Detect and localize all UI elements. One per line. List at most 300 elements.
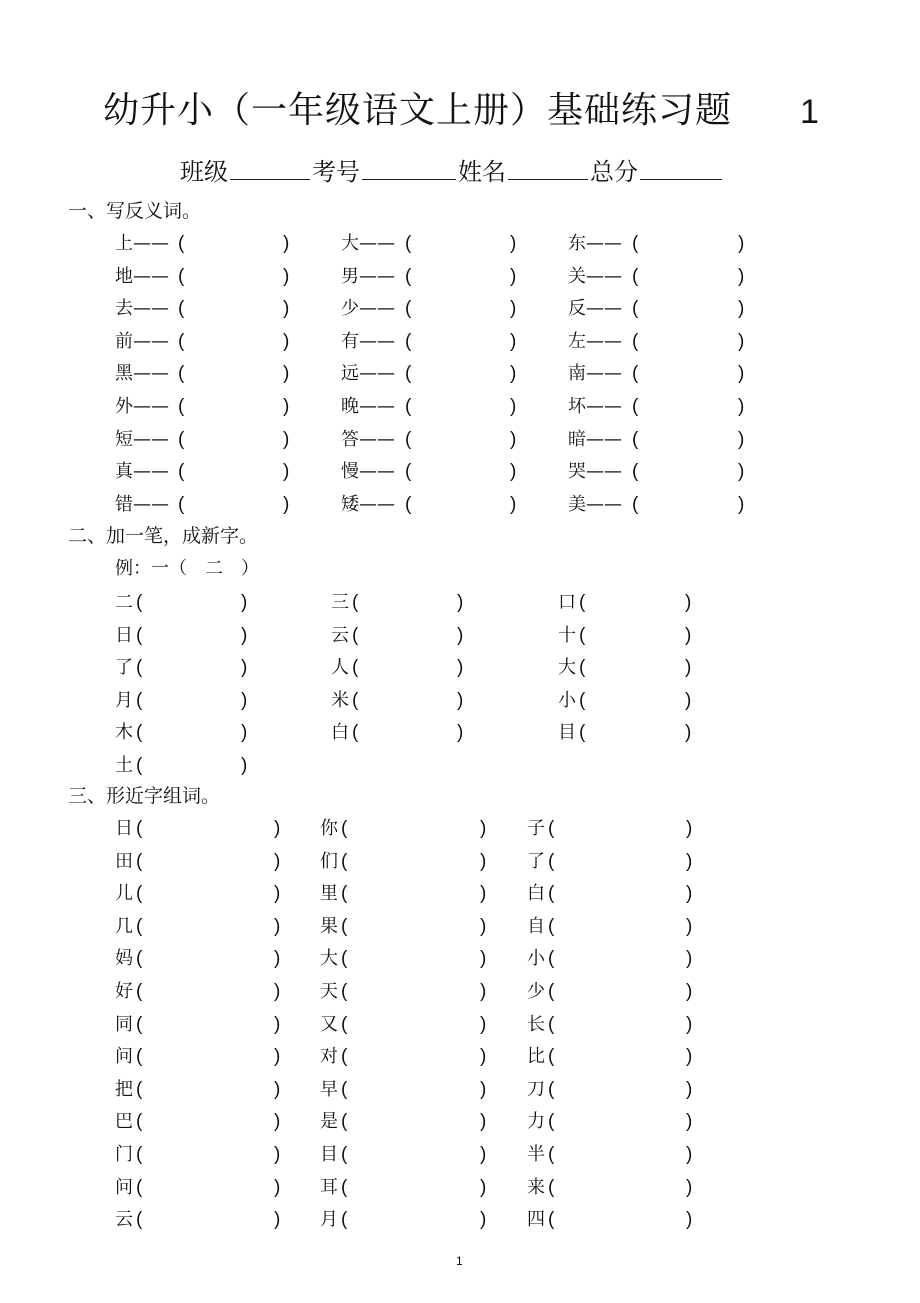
antonym-open-paren: ( (405, 428, 412, 450)
similar-char-open-paren: ( (548, 1209, 555, 1231)
similar-char-char: 是 (320, 1111, 338, 1133)
similar-char-close-paren: ) (686, 1111, 693, 1133)
similar-char-close-paren: ) (480, 1013, 487, 1035)
add-stroke-answer-blank[interactable] (360, 724, 455, 744)
similar-char-close-paren: ) (274, 915, 281, 937)
add-stroke-answer-blank[interactable] (587, 692, 683, 712)
similar-char-char: 几 (115, 915, 133, 937)
add-stroke-answer-blank[interactable] (587, 594, 683, 614)
antonym-close-paren: ) (738, 298, 745, 320)
antonym-open-paren: ( (178, 363, 185, 385)
antonym-close-paren: ) (510, 396, 517, 417)
antonym-answer-blank[interactable] (186, 268, 281, 288)
antonym-close-paren: ) (510, 265, 517, 287)
similar-char-open-paren: ( (341, 981, 348, 1002)
similar-char-answer-blank[interactable] (144, 918, 272, 938)
add-stroke-open-paren: ( (136, 722, 143, 743)
similar-char-answer-blank[interactable] (349, 1016, 478, 1036)
antonym-answer-blank[interactable] (186, 398, 281, 418)
similar-char-answer-blank[interactable] (349, 918, 478, 938)
antonym-close-paren: ) (283, 265, 290, 287)
similar-char-char: 天 (320, 981, 338, 1002)
antonym-char: 反—— (568, 298, 622, 320)
antonym-close-paren: ) (510, 233, 517, 254)
similar-char-close-paren: ) (274, 1046, 281, 1068)
similar-char-open-paren: ( (136, 1013, 143, 1035)
similar-char-answer-blank[interactable] (144, 1146, 272, 1166)
similar-char-answer-blank[interactable] (556, 1016, 684, 1036)
antonym-open-paren: ( (178, 233, 185, 254)
antonym-char: 外—— (115, 396, 169, 417)
similar-char-open-paren: ( (548, 850, 555, 872)
similar-char-answer-blank[interactable] (349, 853, 478, 873)
add-stroke-char: 了 (115, 657, 133, 678)
antonym-open-paren: ( (178, 265, 185, 287)
add-stroke-answer-blank[interactable] (144, 757, 239, 777)
similar-char-open-paren: ( (136, 1209, 143, 1231)
antonym-char: 去—— (115, 298, 169, 320)
similar-char-open-paren: ( (136, 948, 143, 970)
similar-char-char: 了 (527, 850, 545, 872)
similar-char-answer-blank[interactable] (556, 1081, 684, 1101)
add-stroke-open-paren: ( (352, 657, 359, 678)
add-stroke-open-paren: ( (136, 592, 143, 613)
antonym-close-paren: ) (283, 493, 290, 515)
antonym-answer-blank[interactable] (640, 463, 736, 483)
similar-char-close-paren: ) (480, 1078, 487, 1100)
antonym-open-paren: ( (178, 461, 185, 483)
add-stroke-answer-blank[interactable] (587, 627, 683, 647)
antonym-close-paren: ) (283, 233, 290, 254)
add-stroke-close-paren: ) (241, 754, 248, 776)
add-stroke-answer-blank[interactable] (360, 692, 455, 712)
antonym-answer-blank[interactable] (640, 431, 736, 451)
antonym-answer-blank[interactable] (413, 463, 508, 483)
similar-char-char: 同 (115, 1013, 133, 1035)
similar-char-char: 里 (320, 883, 338, 905)
similar-char-char: 们 (320, 850, 338, 872)
add-stroke-close-paren: ) (241, 689, 248, 711)
similar-char-open-paren: ( (136, 981, 143, 1002)
add-stroke-close-paren: ) (685, 657, 692, 678)
similar-char-answer-blank[interactable] (144, 1211, 272, 1231)
antonym-answer-blank[interactable] (413, 300, 508, 320)
antonym-open-paren: ( (632, 265, 639, 287)
exam-number-blank[interactable] (362, 157, 456, 180)
similar-char-answer-blank[interactable] (144, 983, 272, 1003)
add-stroke-close-paren: ) (685, 592, 692, 613)
similar-char-char: 力 (527, 1111, 545, 1133)
total-score-label: 总分 (590, 158, 638, 186)
antonym-open-paren: ( (632, 461, 639, 483)
antonym-answer-blank[interactable] (186, 235, 281, 255)
similar-char-close-paren: ) (480, 850, 487, 872)
add-stroke-answer-blank[interactable] (587, 724, 683, 744)
antonym-char: 上—— (115, 233, 169, 254)
antonym-answer-blank[interactable] (186, 365, 281, 385)
similar-char-answer-blank[interactable] (144, 1016, 272, 1036)
similar-char-answer-blank[interactable] (556, 1211, 684, 1231)
similar-char-answer-blank[interactable] (349, 820, 478, 840)
similar-char-char: 目 (320, 1144, 338, 1165)
similar-char-char: 耳 (320, 1176, 338, 1198)
similar-char-answer-blank[interactable] (144, 950, 272, 970)
similar-char-answer-blank[interactable] (556, 918, 684, 938)
add-stroke-open-paren: ( (352, 624, 359, 646)
add-stroke-open-paren: ( (579, 722, 586, 743)
similar-char-char: 问 (115, 1046, 133, 1068)
similar-char-close-paren: ) (686, 1078, 693, 1100)
add-stroke-open-paren: ( (352, 722, 359, 743)
add-stroke-open-paren: ( (136, 689, 143, 711)
antonym-char: 美—— (568, 493, 622, 515)
similar-char-answer-blank[interactable] (349, 1113, 478, 1133)
antonym-open-paren: ( (632, 298, 639, 320)
similar-char-char: 自 (527, 915, 545, 937)
add-stroke-answer-blank[interactable] (144, 724, 239, 744)
similar-char-answer-blank[interactable] (144, 1113, 272, 1133)
similar-char-open-paren: ( (341, 1176, 348, 1198)
antonym-answer-blank[interactable] (186, 463, 281, 483)
similar-char-open-paren: ( (548, 1013, 555, 1035)
add-stroke-close-paren: ) (241, 657, 248, 678)
section2-heading: 二、加一笔，成新字。 (68, 525, 259, 547)
add-stroke-answer-blank[interactable] (360, 594, 455, 614)
similar-char-char: 好 (115, 981, 133, 1002)
antonym-open-paren: ( (632, 396, 639, 417)
similar-char-open-paren: ( (136, 1144, 143, 1165)
similar-char-answer-blank[interactable] (349, 1146, 478, 1166)
antonym-answer-blank[interactable] (413, 333, 508, 353)
antonym-close-paren: ) (283, 298, 290, 320)
antonym-char: 真—— (115, 461, 169, 483)
antonym-char: 远—— (341, 363, 395, 385)
similar-char-answer-blank[interactable] (556, 820, 684, 840)
similar-char-close-paren: ) (274, 1013, 281, 1035)
add-stroke-answer-blank[interactable] (587, 659, 683, 679)
antonym-answer-blank[interactable] (186, 496, 281, 516)
similar-char-char: 田 (115, 850, 133, 872)
similar-char-close-paren: ) (274, 1176, 281, 1198)
antonym-close-paren: ) (510, 428, 517, 450)
similar-char-open-paren: ( (136, 883, 143, 905)
similar-char-close-paren: ) (686, 818, 693, 839)
similar-char-char: 果 (320, 915, 338, 937)
similar-char-answer-blank[interactable] (144, 1081, 272, 1101)
similar-char-close-paren: ) (686, 1013, 693, 1035)
similar-char-answer-blank[interactable] (144, 1179, 272, 1199)
similar-char-char: 四 (527, 1209, 545, 1231)
antonym-close-paren: ) (283, 428, 290, 450)
similar-char-close-paren: ) (480, 1144, 487, 1165)
antonym-close-paren: ) (738, 363, 745, 385)
similar-char-char: 白 (527, 883, 545, 905)
similar-char-open-paren: ( (136, 915, 143, 937)
similar-char-close-paren: ) (274, 1144, 281, 1165)
add-stroke-char: 木 (115, 722, 133, 743)
add-stroke-answer-blank[interactable] (360, 659, 455, 679)
similar-char-close-paren: ) (686, 981, 693, 1002)
similar-char-answer-blank[interactable] (349, 885, 478, 905)
similar-char-char: 早 (320, 1078, 338, 1100)
antonym-open-paren: ( (405, 493, 412, 515)
similar-char-char: 日 (115, 818, 133, 839)
exam-number-label: 考号 (312, 158, 360, 186)
antonym-char: 暗—— (568, 428, 622, 450)
antonym-open-paren: ( (405, 233, 412, 254)
similar-char-char: 小 (527, 948, 545, 970)
class-blank[interactable] (230, 157, 310, 180)
similar-char-open-paren: ( (548, 948, 555, 970)
antonym-close-paren: ) (510, 330, 517, 352)
similar-char-answer-blank[interactable] (349, 1211, 478, 1231)
antonym-open-paren: ( (178, 298, 185, 320)
similar-char-close-paren: ) (480, 981, 487, 1002)
antonym-answer-blank[interactable] (640, 365, 736, 385)
similar-char-char: 问 (115, 1176, 133, 1198)
antonym-open-paren: ( (405, 363, 412, 385)
similar-char-answer-blank[interactable] (556, 1146, 684, 1166)
antonym-answer-blank[interactable] (640, 300, 736, 320)
antonym-close-paren: ) (510, 363, 517, 385)
similar-char-char: 你 (320, 818, 338, 839)
add-stroke-open-paren: ( (136, 754, 143, 776)
antonym-close-paren: ) (738, 265, 745, 287)
section2-example: 例：一（ 二 ） (115, 558, 259, 579)
page-title: 幼升小（一年级语文上册）基础练习题 (103, 90, 733, 131)
antonym-open-paren: ( (632, 330, 639, 352)
antonym-answer-blank[interactable] (413, 235, 508, 255)
antonym-char: 少—— (341, 298, 395, 320)
antonym-close-paren: ) (283, 330, 290, 352)
antonym-answer-blank[interactable] (413, 496, 508, 516)
similar-char-open-paren: ( (136, 1078, 143, 1100)
similar-char-char: 长 (527, 1013, 545, 1035)
add-stroke-char: 三 (331, 592, 349, 613)
add-stroke-answer-blank[interactable] (144, 659, 239, 679)
similar-char-open-paren: ( (136, 818, 143, 839)
add-stroke-open-paren: ( (136, 657, 143, 678)
similar-char-answer-blank[interactable] (349, 950, 478, 970)
add-stroke-char: 月 (115, 689, 133, 711)
antonym-char: 地—— (115, 265, 169, 287)
similar-char-open-paren: ( (136, 850, 143, 872)
similar-char-answer-blank[interactable] (349, 1048, 478, 1068)
similar-char-char: 把 (115, 1078, 133, 1100)
similar-char-answer-blank[interactable] (349, 983, 478, 1003)
similar-char-open-paren: ( (548, 1111, 555, 1133)
antonym-char: 坏—— (568, 396, 622, 417)
add-stroke-char: 白 (331, 722, 349, 743)
similar-char-open-paren: ( (341, 1144, 348, 1165)
antonym-open-paren: ( (405, 298, 412, 320)
similar-char-answer-blank[interactable] (349, 1179, 478, 1199)
add-stroke-open-paren: ( (352, 689, 359, 711)
add-stroke-open-paren: ( (579, 657, 586, 678)
antonym-answer-blank[interactable] (413, 431, 508, 451)
similar-char-char: 儿 (115, 883, 133, 905)
add-stroke-char: 目 (558, 722, 576, 743)
antonym-answer-blank[interactable] (640, 268, 736, 288)
similar-char-open-paren: ( (341, 948, 348, 970)
similar-char-char: 云 (115, 1209, 133, 1231)
antonym-answer-blank[interactable] (640, 235, 736, 255)
add-stroke-open-paren: ( (352, 592, 359, 613)
similar-char-char: 刀 (527, 1078, 545, 1100)
similar-char-close-paren: ) (480, 1046, 487, 1068)
antonym-close-paren: ) (283, 363, 290, 385)
antonym-answer-blank[interactable] (413, 365, 508, 385)
antonym-close-paren: ) (738, 493, 745, 515)
add-stroke-answer-blank[interactable] (360, 627, 455, 647)
antonym-char: 南—— (568, 363, 622, 385)
antonym-open-paren: ( (178, 396, 185, 417)
antonym-open-paren: ( (178, 493, 185, 515)
section3-heading: 三、形近字组词。 (68, 785, 221, 807)
name-blank[interactable] (508, 157, 588, 180)
similar-char-answer-blank[interactable] (556, 1113, 684, 1133)
antonym-open-paren: ( (178, 330, 185, 352)
similar-char-close-paren: ) (274, 818, 281, 839)
similar-char-close-paren: ) (686, 1209, 693, 1231)
similar-char-open-paren: ( (136, 1176, 143, 1198)
similar-char-open-paren: ( (548, 1078, 555, 1100)
antonym-answer-blank[interactable] (413, 268, 508, 288)
add-stroke-answer-blank[interactable] (144, 594, 239, 614)
similar-char-close-paren: ) (480, 883, 487, 905)
add-stroke-char: 二 (115, 592, 133, 613)
similar-char-open-paren: ( (341, 1111, 348, 1133)
add-stroke-open-paren: ( (579, 689, 586, 711)
add-stroke-close-paren: ) (457, 624, 464, 646)
add-stroke-open-paren: ( (136, 624, 143, 646)
antonym-answer-blank[interactable] (186, 300, 281, 320)
antonym-char: 哭—— (568, 461, 622, 483)
similar-char-close-paren: ) (274, 948, 281, 970)
similar-char-open-paren: ( (341, 1078, 348, 1100)
student-info-line (180, 157, 724, 184)
similar-char-close-paren: ) (274, 1209, 281, 1231)
antonym-close-paren: ) (283, 396, 290, 417)
title-number: 1 (800, 93, 819, 131)
similar-char-answer-blank[interactable] (556, 1179, 684, 1199)
add-stroke-char: 大 (558, 657, 576, 678)
similar-char-char: 少 (527, 981, 545, 1002)
similar-char-close-paren: ) (686, 883, 693, 905)
similar-char-open-paren: ( (548, 981, 555, 1002)
class-label: 班级 (180, 158, 228, 186)
similar-char-close-paren: ) (686, 1144, 693, 1165)
add-stroke-close-paren: ) (241, 722, 248, 743)
add-stroke-close-paren: ) (241, 624, 248, 646)
similar-char-close-paren: ) (686, 850, 693, 872)
add-stroke-close-paren: ) (457, 657, 464, 678)
name-label: 姓名 (458, 158, 506, 186)
similar-char-close-paren: ) (480, 915, 487, 937)
antonym-char: 错—— (115, 493, 169, 515)
similar-char-close-paren: ) (480, 1209, 487, 1231)
add-stroke-char: 云 (331, 624, 349, 646)
add-stroke-close-paren: ) (457, 722, 464, 743)
antonym-answer-blank[interactable] (186, 431, 281, 451)
similar-char-answer-blank[interactable] (144, 1048, 272, 1068)
similar-char-char: 巴 (115, 1111, 133, 1133)
similar-char-char: 门 (115, 1144, 133, 1165)
similar-char-answer-blank[interactable] (144, 820, 272, 840)
similar-char-answer-blank[interactable] (556, 950, 684, 970)
antonym-open-paren: ( (405, 461, 412, 483)
similar-char-close-paren: ) (480, 1176, 487, 1198)
antonym-answer-blank[interactable] (413, 398, 508, 418)
similar-char-answer-blank[interactable] (556, 983, 684, 1003)
antonym-close-paren: ) (738, 233, 745, 254)
similar-char-open-paren: ( (341, 1013, 348, 1035)
antonym-open-paren: ( (632, 363, 639, 385)
similar-char-close-paren: ) (274, 1111, 281, 1133)
antonym-close-paren: ) (738, 461, 745, 483)
similar-char-char: 又 (320, 1013, 338, 1035)
similar-char-open-paren: ( (341, 1046, 348, 1068)
add-stroke-answer-blank[interactable] (144, 627, 239, 647)
similar-char-answer-blank[interactable] (556, 1048, 684, 1068)
similar-char-open-paren: ( (136, 1046, 143, 1068)
antonym-char: 男—— (341, 265, 395, 287)
similar-char-answer-blank[interactable] (556, 853, 684, 873)
antonym-char: 答—— (341, 428, 395, 450)
similar-char-close-paren: ) (480, 1111, 487, 1133)
add-stroke-char: 人 (331, 657, 349, 678)
similar-char-char: 大 (320, 948, 338, 970)
similar-char-open-paren: ( (548, 883, 555, 905)
antonym-char: 晚—— (341, 396, 395, 417)
total-score-blank[interactable] (640, 157, 722, 180)
similar-char-close-paren: ) (274, 850, 281, 872)
antonym-answer-blank[interactable] (186, 333, 281, 353)
antonym-open-paren: ( (632, 233, 639, 254)
antonym-char: 矮—— (341, 493, 395, 515)
similar-char-answer-blank[interactable] (144, 885, 272, 905)
add-stroke-open-paren: ( (579, 624, 586, 646)
add-stroke-close-paren: ) (457, 689, 464, 711)
antonym-open-paren: ( (632, 493, 639, 515)
add-stroke-open-paren: ( (579, 592, 586, 613)
similar-char-char: 对 (320, 1046, 338, 1068)
similar-char-open-paren: ( (341, 883, 348, 905)
antonym-answer-blank[interactable] (640, 496, 736, 516)
similar-char-answer-blank[interactable] (349, 1081, 478, 1101)
similar-char-answer-blank[interactable] (556, 885, 684, 905)
antonym-answer-blank[interactable] (640, 398, 736, 418)
antonym-close-paren: ) (510, 461, 517, 483)
similar-char-open-paren: ( (341, 818, 348, 839)
antonym-close-paren: ) (738, 428, 745, 450)
similar-char-answer-blank[interactable] (144, 853, 272, 873)
similar-char-char: 妈 (115, 948, 133, 970)
antonym-answer-blank[interactable] (640, 333, 736, 353)
add-stroke-close-paren: ) (685, 722, 692, 743)
similar-char-char: 月 (320, 1209, 338, 1231)
antonym-close-paren: ) (738, 330, 745, 352)
antonym-char: 有—— (341, 330, 395, 352)
add-stroke-char: 口 (558, 592, 576, 613)
antonym-char: 关—— (568, 265, 622, 287)
antonym-close-paren: ) (510, 493, 517, 515)
similar-char-open-paren: ( (548, 818, 555, 839)
antonym-char: 黑—— (115, 363, 169, 385)
similar-char-open-paren: ( (548, 1144, 555, 1165)
add-stroke-answer-blank[interactable] (144, 692, 239, 712)
add-stroke-close-paren: ) (241, 592, 248, 613)
